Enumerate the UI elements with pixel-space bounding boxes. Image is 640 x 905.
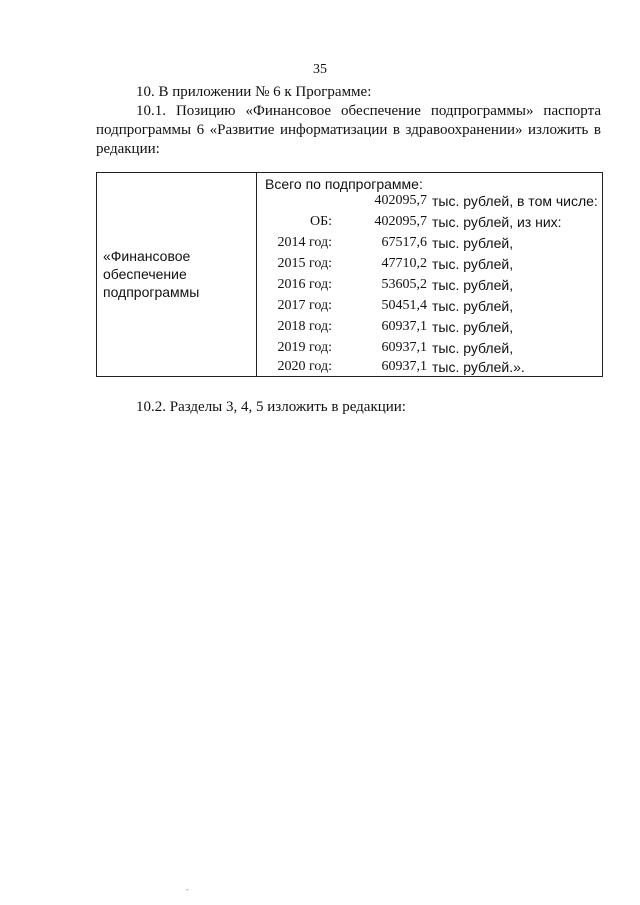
row-label: 2017 год: — [277, 298, 332, 313]
table-row — [257, 235, 602, 256]
row-unit: тыс. рублей.». — [432, 359, 525, 375]
table-row — [257, 319, 602, 340]
row-unit: тыс. рублей, — [432, 319, 514, 335]
row-value: 60937,1 — [381, 319, 427, 334]
row-unit: тыс. рублей, — [432, 256, 514, 272]
total-header: Всего по подпрограмме: — [265, 176, 423, 192]
financing-values-cell — [257, 173, 602, 376]
row-unit: тыс. рублей, — [432, 340, 514, 356]
row-label: 2019 год: — [277, 340, 332, 355]
row-label: 2016 год: — [277, 277, 332, 292]
row-label: 2020 год: — [277, 359, 332, 374]
page-number: 35 — [313, 62, 327, 77]
financing-label — [103, 247, 199, 301]
table-row — [257, 214, 602, 235]
row-value: 402095,7 — [374, 214, 427, 229]
row-label: 2015 год: — [277, 256, 332, 271]
financing-label-line: обеспечение — [103, 266, 187, 282]
financing-table — [96, 172, 603, 377]
table-row — [257, 359, 602, 380]
item-10-paragraph: 10. В приложении № 6 к Программе: — [136, 84, 372, 100]
row-unit: тыс. рублей, в том числе: — [432, 193, 598, 209]
row-value: 402095,7 — [374, 193, 427, 208]
row-value: 60937,1 — [381, 359, 427, 374]
item-10-2-paragraph: 10.2. Разделы 3, 4, 5 изложить в редакции: — [136, 399, 406, 415]
row-unit: тыс. рублей, — [432, 277, 514, 293]
row-value: 53605,2 — [381, 277, 427, 292]
item-10-1-line-3: редакции: — [96, 141, 160, 157]
row-label: ОБ: — [309, 214, 332, 229]
row-label: 2018 год: — [277, 319, 332, 334]
row-value: 67517,6 — [381, 235, 427, 250]
row-unit: тыс. рублей, — [432, 298, 514, 314]
row-value: 50451,4 — [381, 298, 427, 313]
financing-label-line: подпрограммы — [103, 284, 200, 300]
financing-label-cell — [97, 173, 257, 376]
row-label: 2014 год: — [277, 235, 332, 250]
table-row — [257, 277, 602, 298]
scan-speck: ˆ — [186, 888, 189, 897]
row-value: 47710,2 — [381, 256, 427, 271]
table-row — [257, 256, 602, 277]
table-row — [257, 298, 602, 319]
row-unit: тыс. рублей, — [432, 235, 514, 251]
row-unit: тыс. рублей, из них: — [432, 214, 562, 230]
item-10-1-paragraph — [96, 102, 601, 159]
row-value: 60937,1 — [381, 340, 427, 355]
table-row — [257, 193, 602, 214]
item-10-1-line-2: подпрограммы 6 «Развитие информатизации в здравоохранении» изложить в — [96, 122, 601, 138]
item-10-1-line-1: 10.1. Позицию «Финансовое обеспечение подпрограммы» паспорта — [136, 103, 601, 119]
financing-label-line: «Финансовое — [103, 248, 191, 264]
table-row — [257, 340, 602, 361]
